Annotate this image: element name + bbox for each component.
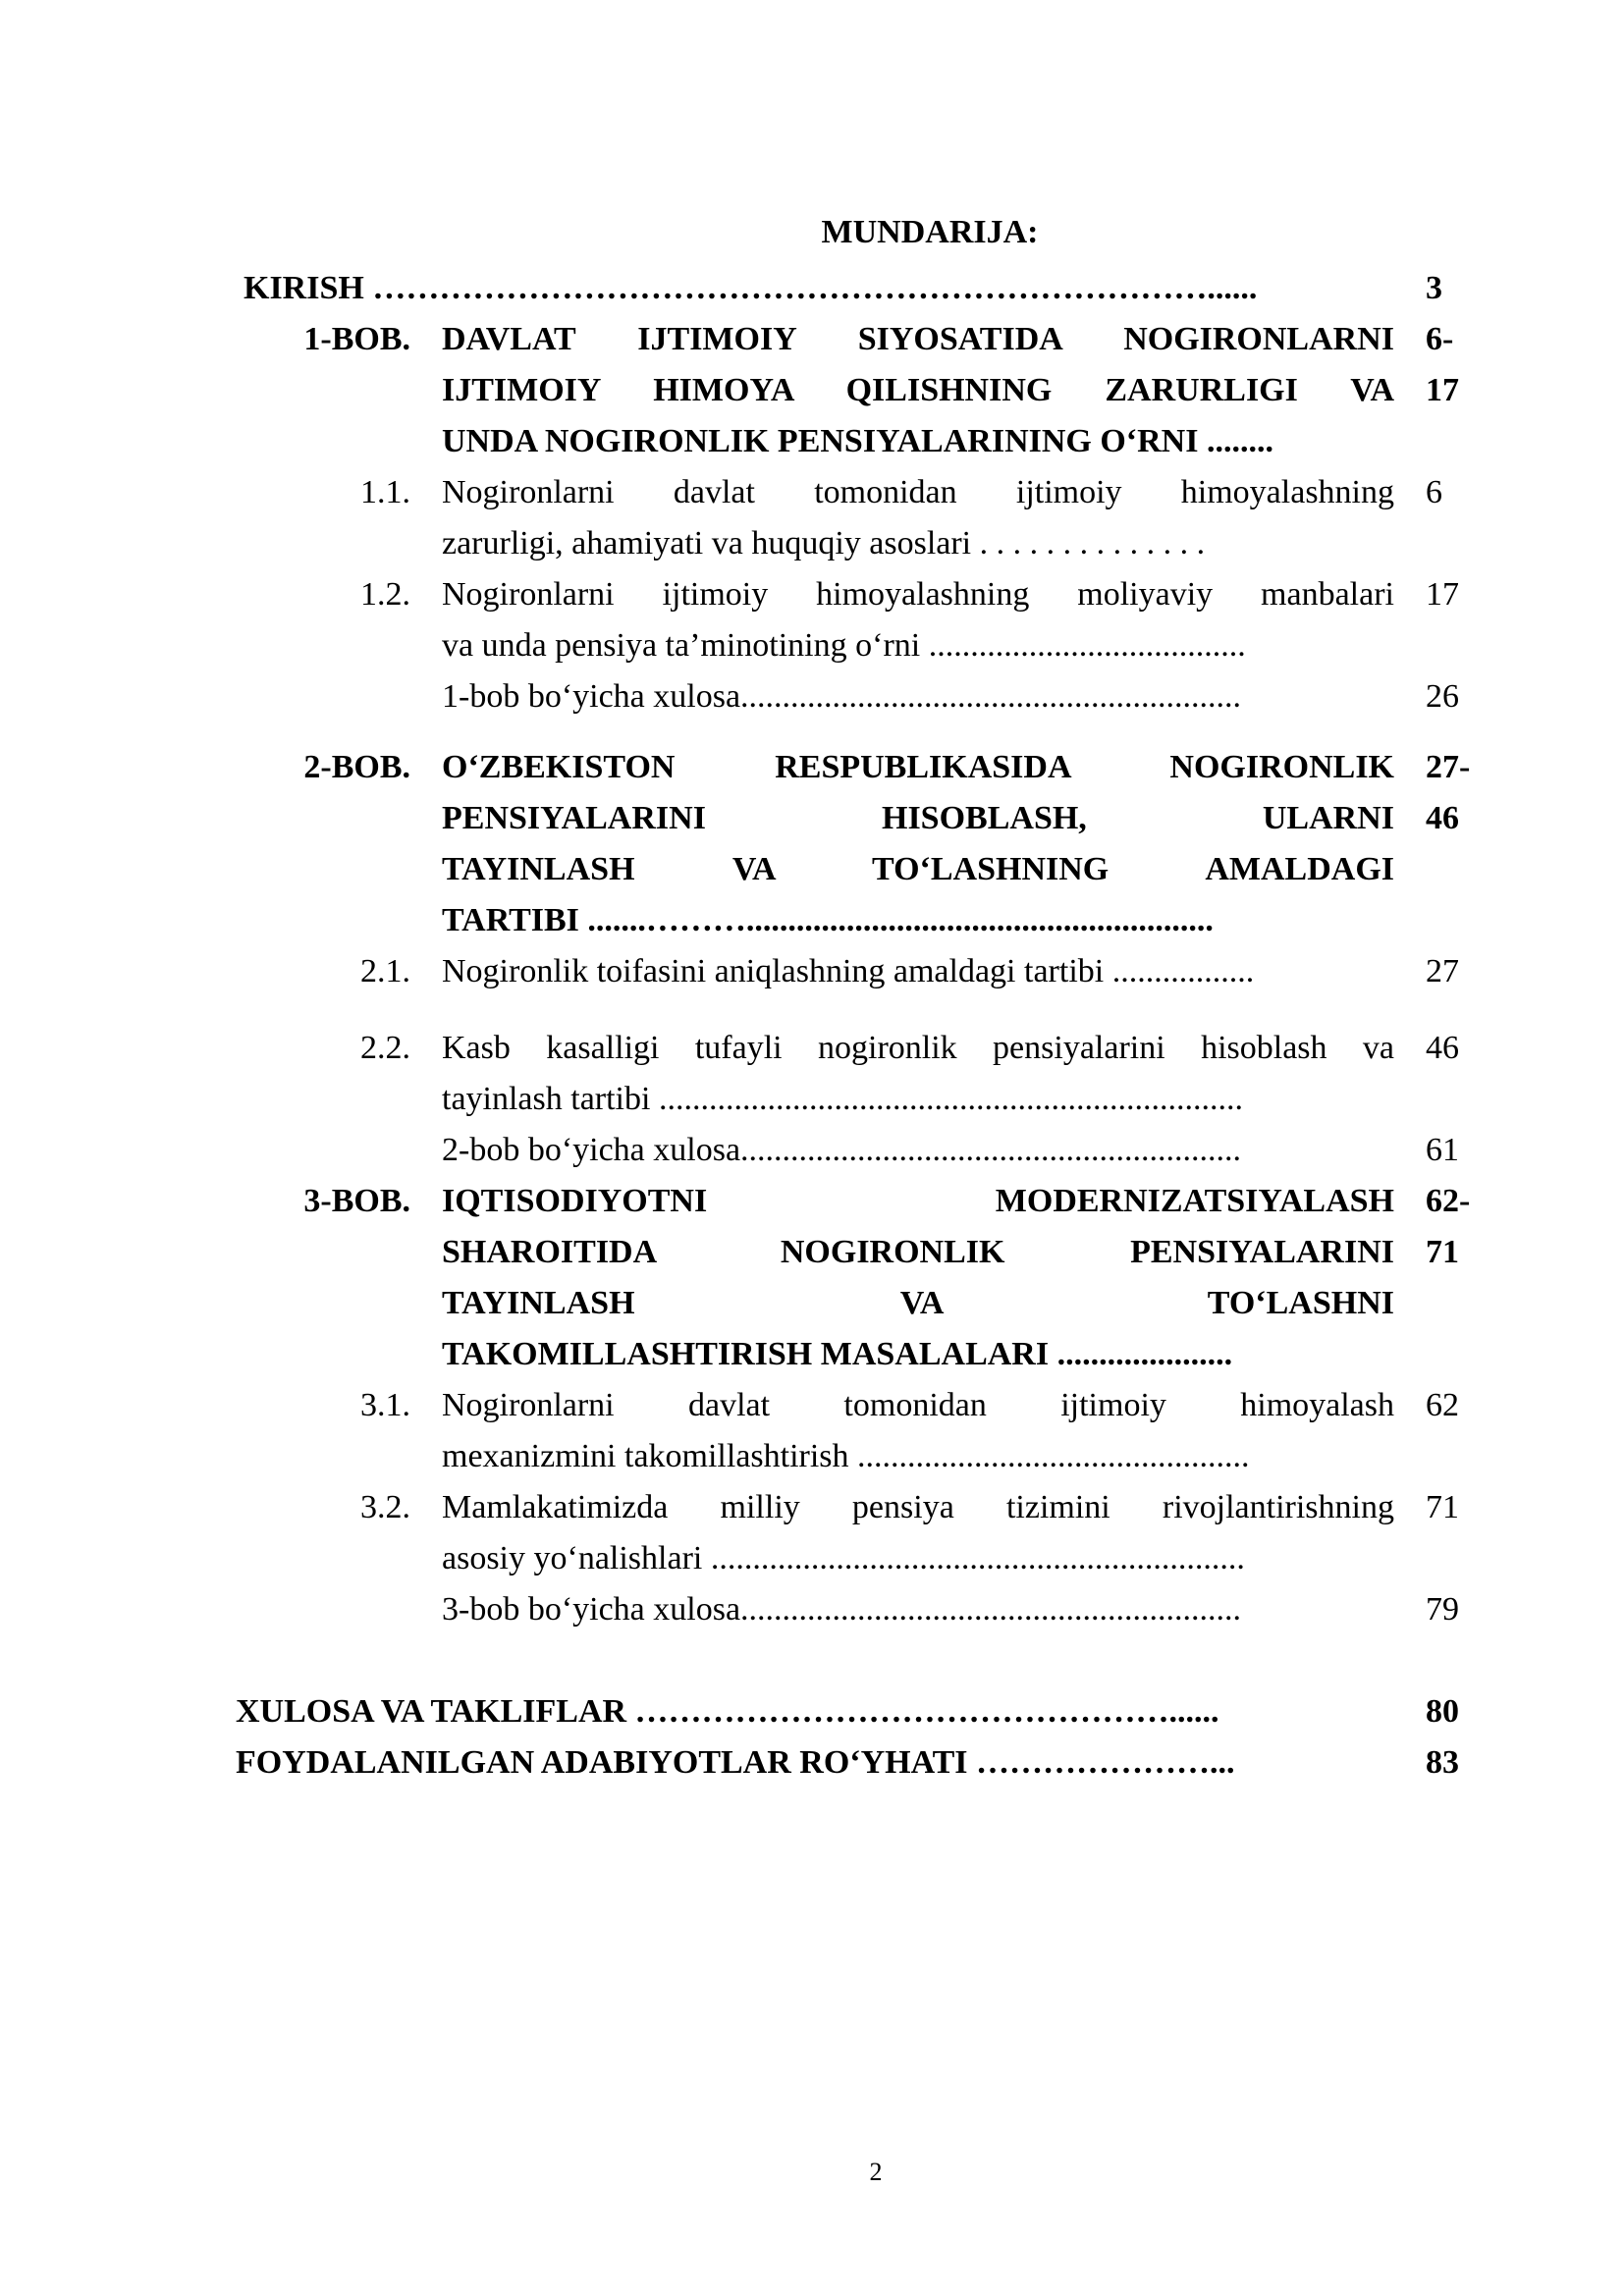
summary-label	[442, 671, 1394, 722]
chapter-number: 2-BOB.	[303, 749, 410, 785]
chapter-title	[442, 314, 1394, 467]
section-number: 2.1.	[360, 953, 410, 989]
references-page: 83	[1426, 1744, 1459, 1781]
section-title-line: mexanizmini takomillashtirish ...............................................	[442, 1438, 1250, 1474]
section-page: 46	[1426, 1030, 1459, 1066]
chapter-number: 1-BOB.	[303, 321, 410, 357]
chapter-title-line: UNDA NOGIRONLIK PENSIYALARINING O‘RNI ........	[442, 423, 1273, 459]
chapter-title-line: PENSIYALARINI HISOBLASH, ULARNI	[442, 800, 1394, 836]
section-title-line: tayinlash tartibi ......................................................................	[442, 1081, 1243, 1117]
chapter-title-line: TAKOMILLASHTIRISH MASALALARI .....................	[442, 1336, 1233, 1372]
chapter-title-line: TAYINLASH VA TO‘LASHNI	[442, 1285, 1394, 1321]
conclusion-page: 80	[1426, 1693, 1459, 1730]
summary-label	[442, 1125, 1394, 1176]
section-title	[442, 1380, 1394, 1482]
section-title-line: Mamlakatimizda milliy pensiya tizimini rivojlantirishning	[442, 1489, 1394, 1525]
toc-intro-label: KIRISH …………………………………………………………………......	[244, 270, 1258, 306]
section-page: 71	[1426, 1489, 1459, 1525]
section-title-line: Nogironlarni davlat tomonidan ijtimoiy himoyalashning	[442, 474, 1394, 510]
chapter-title-line: IQTISODIYOTNI MODERNIZATSIYALASH	[442, 1183, 1394, 1219]
section-title	[442, 946, 1394, 997]
section-page: 27	[1426, 953, 1459, 989]
section-title-line: Nogironlarni davlat tomonidan ijtimoiy himoyalash	[442, 1387, 1394, 1423]
page-number: 2	[869, 2158, 883, 2186]
summary-label-text: 3-bob bo‘yicha xulosa............................................................	[442, 1591, 1242, 1628]
section-title	[442, 467, 1394, 569]
chapter-title-line: TARTIBI .......………........................................................	[442, 902, 1214, 938]
section-title-line: Nogironlik toifasini aniqlashning amaldagi tartibi .................	[442, 953, 1255, 989]
summary-label-text: 2-bob bo‘yicha xulosa............................................................	[442, 1132, 1242, 1168]
chapter-title-line: SHAROITIDA NOGIRONLIK PENSIYALARINI	[442, 1234, 1394, 1270]
chapter-page: 6-17	[1426, 321, 1459, 408]
chapter-title-line: TAYINLASH VA TO‘LASHNING AMALDAGI	[442, 851, 1394, 887]
section-title-line: asosiy yo‘nalishlari ................................................................	[442, 1540, 1245, 1576]
toc-intro-page: 3	[1426, 270, 1442, 306]
section-title-line: Nogironlarni ijtimoiy himoyalashning moliyaviy manbalari	[442, 576, 1394, 613]
section-title	[442, 569, 1394, 671]
chapter-title-line: O‘ZBEKISTON RESPUBLIKASIDA NOGIRONLIK	[442, 749, 1394, 785]
chapter-title	[442, 1176, 1394, 1380]
section-number: 1.2.	[360, 576, 410, 613]
section-title-line: Kasb kasalligi tufayli nogironlik pensiyalarini hisoblash va	[442, 1030, 1394, 1066]
summary-page: 26	[1426, 678, 1459, 715]
section-number: 2.2.	[360, 1030, 410, 1066]
chapter-page: 62-71	[1426, 1183, 1471, 1270]
summary-label-text: 1-bob bo‘yicha xulosa............................................................	[442, 678, 1242, 715]
page-title: MUNDARIJA:	[821, 214, 1039, 250]
summary-label	[442, 1584, 1394, 1635]
references-label: FOYDALANILGAN ADABIYOTLAR RO‘YHATI …………………...	[236, 1744, 1235, 1781]
section-page: 17	[1426, 576, 1459, 613]
section-page: 6	[1426, 474, 1442, 510]
section-title-line: zarurligi, ahamiyati va huquqiy asoslari . . . . . . . . . . . . . .	[442, 525, 1206, 561]
section-page: 62	[1426, 1387, 1459, 1423]
section-number: 3.1.	[360, 1387, 410, 1423]
section-number: 1.1.	[360, 474, 410, 510]
section-number: 3.2.	[360, 1489, 410, 1525]
section-title	[442, 1023, 1394, 1125]
summary-page: 61	[1426, 1132, 1459, 1168]
chapter-number: 3-BOB.	[303, 1183, 410, 1219]
chapter-title-line: IJTIMOIY HIMOYA QILISHNING ZARURLIGI VA	[442, 372, 1394, 408]
chapter-page: 27-46	[1426, 749, 1471, 836]
chapter-title	[442, 742, 1394, 946]
chapter-title-line: DAVLAT IJTIMOIY SIYOSATIDA NOGIRONLARNI	[442, 321, 1394, 357]
section-title	[442, 1482, 1394, 1584]
section-title-line: va unda pensiya ta’minotining o‘rni ......................................	[442, 627, 1246, 664]
conclusion-label: XULOSA VA TAKLIFLAR …………………………………………......	[236, 1693, 1219, 1730]
summary-page: 79	[1426, 1591, 1459, 1628]
